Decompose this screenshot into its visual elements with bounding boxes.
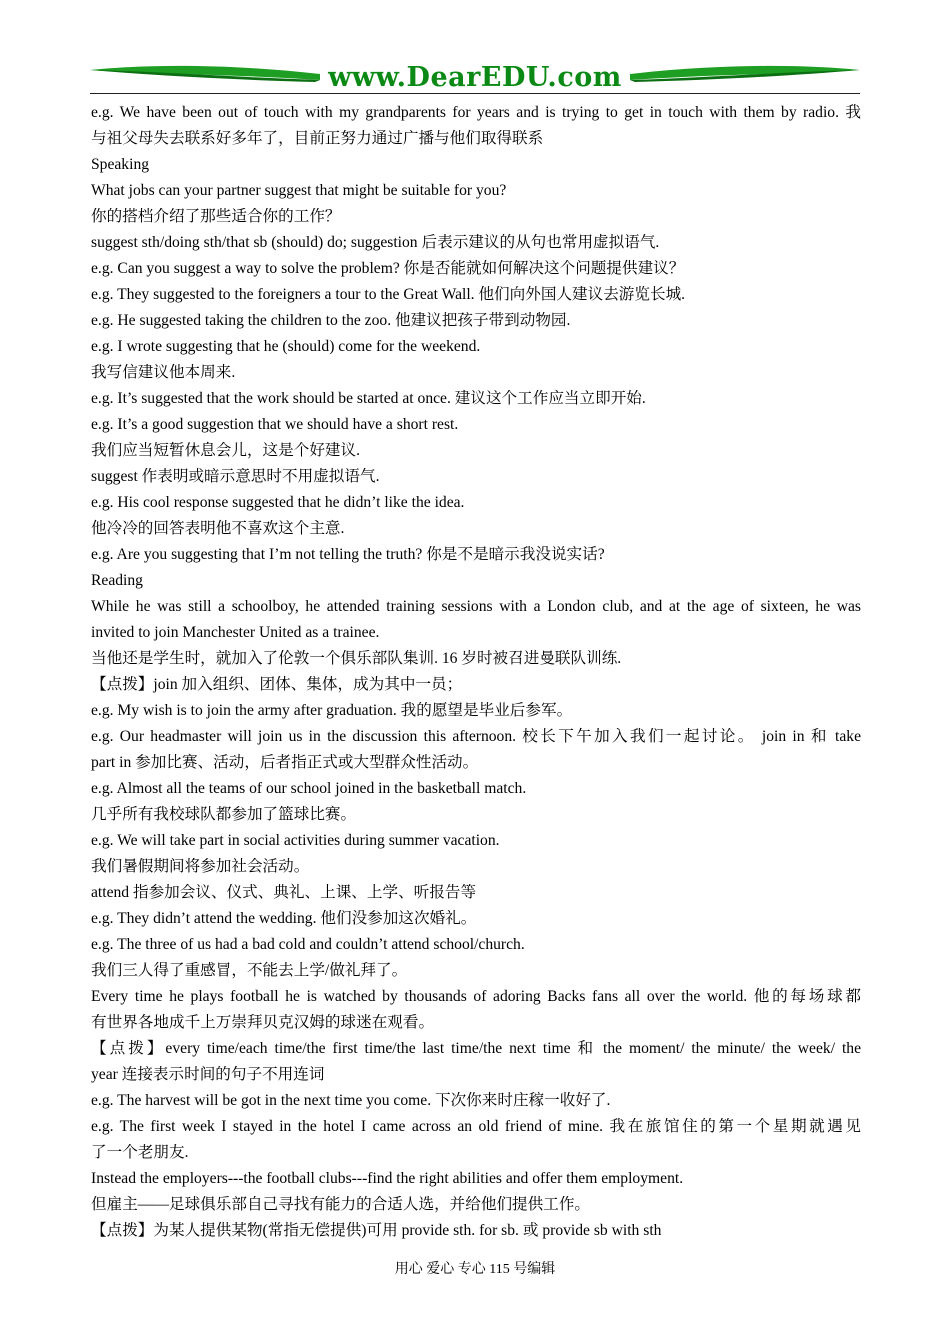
text-line: part in 参加比赛、活动，后者指正式或大型群众性活动。 — [91, 754, 479, 771]
text-line: e.g. Can you suggest a way to solve the problem? 你是否能就如何解决这个问题提供建议？ — [91, 260, 685, 277]
text-line: 【点拨】every time/each time/the first time/the last time/the next time 和 the moment/ the minute/ the week/ the — [91, 1040, 861, 1057]
text-line: e.g. The harvest will be got in the next time you come. 下次你来时庄稼一收好了. — [91, 1092, 611, 1109]
text-line: Speaking — [91, 156, 150, 173]
text-line: e.g. They suggested to the foreigners a tour to the Great Wall. 他们向外国人建议去游览长城. — [91, 286, 686, 303]
text-line: 【点拨】join 加入组织、团体、集体，成为其中一员； — [91, 676, 463, 693]
text-line: e.g. They didn’t attend the wedding. 他们没参加这次婚礼。 — [91, 910, 477, 927]
text-line: e.g. Our headmaster will join us in the discussion this afternoon. 校长下午加入我们一起讨论。 join in 和 take — [91, 728, 861, 745]
text-line: e.g. Are you suggesting that I’m not telling the truth? 你是不是暗示我没说实话? — [91, 546, 605, 563]
text-line: 我写信建议他本周来. — [91, 364, 236, 381]
text-line: e.g. We will take part in social activities during summer vacation. — [91, 832, 500, 849]
text-line: 有世界各地成千上万崇拜贝克汉姆的球迷在观看。 — [91, 1014, 435, 1031]
text-line: e.g. The first week I stayed in the hotel I came across an old friend of mine. 我在旅馆住的第一个星期就遇见 — [91, 1118, 861, 1135]
text-line: Instead the employers---the football clubs---find the right abilities and offer them employment. — [91, 1170, 684, 1187]
text-line: 但雇主——足球俱乐部自己寻找有能力的合适人选，并给他们提供工作。 — [91, 1196, 591, 1213]
text-line: attend 指参加会议、仪式、典礼、上课、上学、听报告等 — [91, 884, 477, 901]
text-line: 我们暑假期间将参加社会活动。 — [91, 858, 310, 875]
text-line: 你的搭档介绍了那些适合你的工作？ — [91, 208, 341, 225]
text-line: Every time he plays football he is watched by thousands of adoring Backs fans all over the world. 他的每场球都 — [91, 988, 861, 1005]
text-line: 了一个老朋友. — [91, 1144, 189, 1161]
page-footer: 用心 爱心 专心 115 号编辑 — [394, 1262, 556, 1277]
text-line: e.g. I wrote suggesting that he (should) come for the weekend. — [91, 338, 481, 355]
text-line: suggest sth/doing sth/that sb (should) do; suggestion 后表示建议的从句也常用虚拟语气. — [91, 234, 660, 251]
text-line: 【点拨】为某人提供某物(常指无偿提供)可用 provide sth. for sb. 或 provide sb with sth — [91, 1222, 662, 1239]
text-line: e.g. The three of us had a bad cold and couldn’t attend school/church. — [91, 936, 525, 953]
text-line: e.g. My wish is to join the army after graduation. 我的愿望是毕业后参军。 — [91, 702, 573, 719]
text-line: Reading — [91, 572, 143, 589]
text-line: e.g. Almost all the teams of our school joined in the basketball match. — [91, 780, 527, 797]
text-line: e.g. It’s suggested that the work should be started at once. 建议这个工作应当立即开始. — [91, 390, 646, 407]
text-line: What jobs can your partner suggest that might be suitable for you? — [91, 182, 507, 199]
text-line: e.g. His cool response suggested that he didn’t like the idea. — [91, 494, 465, 511]
text-line: 我们三人得了重感冒，不能去上学/做礼拜了。 — [91, 962, 408, 979]
text-line: While he was still a schoolboy, he attended training sessions with a London club, and at the age of sixteen, he was — [91, 598, 861, 615]
text-line: 几乎所有我校球队都参加了篮球比赛。 — [91, 806, 357, 823]
text-line: suggest 作表明或暗示意思时不用虚拟语气. — [91, 468, 380, 485]
header-divider — [90, 93, 860, 94]
text-line: 我们应当短暂休息会儿，这是个好建议. — [91, 442, 360, 459]
text-line: e.g. We have been out of touch with my grandparents for years and is trying to get in touch with them by radio. 我 — [91, 104, 861, 121]
text-line: 他冷冷的回答表明他不喜欢这个主意. — [91, 520, 345, 537]
site-header-banner — [90, 60, 860, 94]
text-line: year 连接表示时间的句子不用连词 — [91, 1066, 325, 1083]
text-line: e.g. He suggested taking the children to the zoo. 他建议把孩子带到动物园. — [91, 312, 571, 329]
text-line: e.g. It’s a good suggestion that we should have a short rest. — [91, 416, 459, 433]
document-body — [91, 100, 861, 1244]
text-line: 与祖父母失去联系好多年了，目前正努力通过广播与他们取得联系 — [91, 130, 544, 147]
site-logo: www.DearEDU.com — [328, 62, 622, 93]
text-line: 当他还是学生时，就加入了伦敦一个俱乐部队集训. 16 岁时被召进曼联队训练. — [91, 650, 622, 667]
text-line: invited to join Manchester United as a trainee. — [91, 624, 380, 641]
